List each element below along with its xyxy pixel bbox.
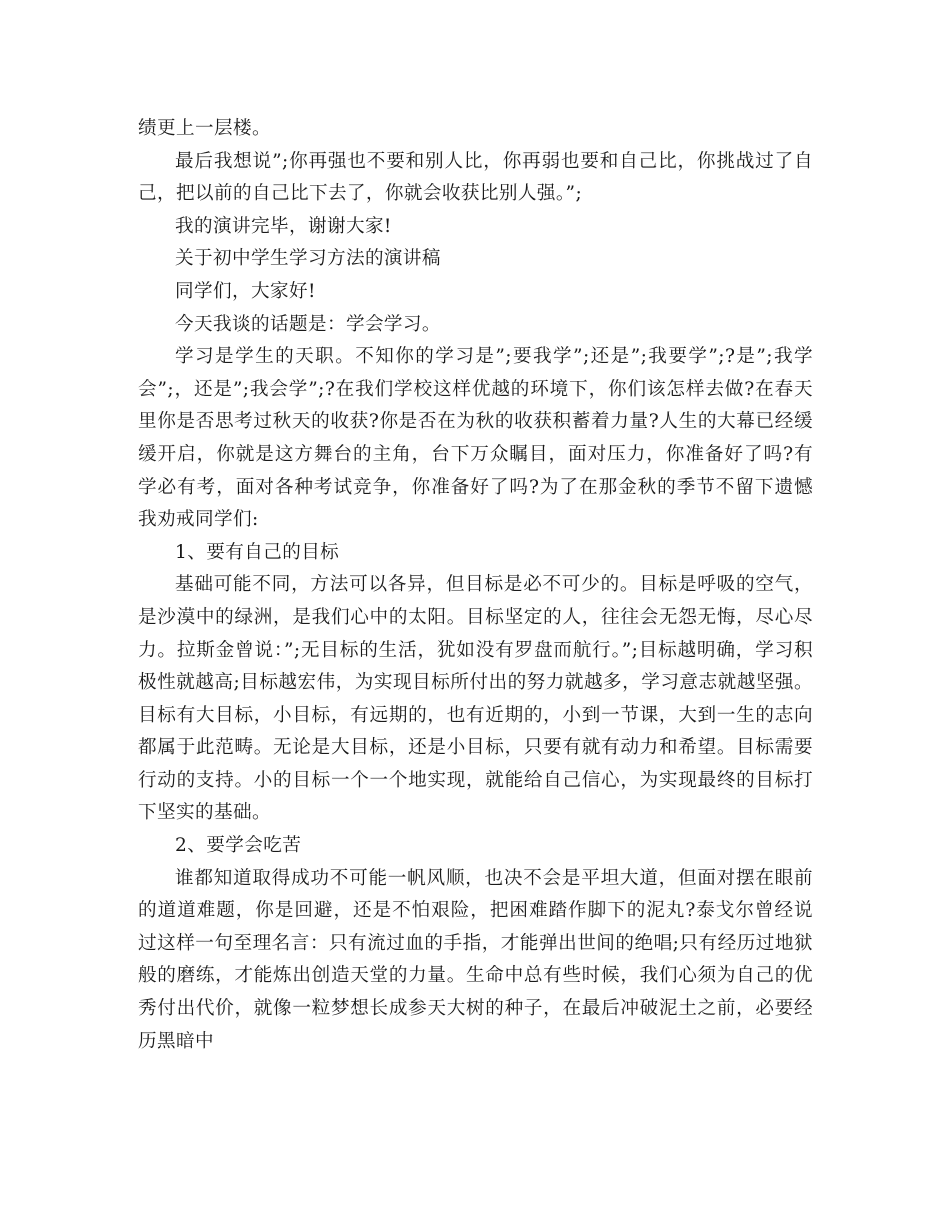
paragraph: 同学们，大家好! — [175, 280, 316, 302]
subheading: 1、要有自己的目标 — [175, 541, 340, 563]
subheading: 2、要学会吃苦 — [175, 835, 302, 857]
paragraph: 学习是学生的天职。不知你的学习是”;要我学”;还是”;我要学”;?是”;我学会”;，还是”;我会学”;?在我们学校这样优越的环境下，你们该怎样去做?在春天里你是否思考过秋天的收获?你是否在为秋的收获积蓄着力量?人生的大幕已经缓缓开启，你就是这方舞台的主角，台下万众瞩目，面对压力，你准备好了吗?有学必有考，面对各种考试竞争，你准备好了吗?为了在那金秋的季节不留下遗憾我劝戒同学们: — [138, 346, 813, 531]
section-title: 关于初中学生学习方法的演讲稿 — [175, 248, 441, 270]
paragraph: 我的演讲完毕，谢谢大家! — [175, 215, 392, 237]
paragraph: 基础可能不同，方法可以各异，但目标是必不可少的。目标是呼吸的空气，是沙漠中的绿洲，是我们心中的太阳。目标坚定的人，往往会无怨无悔，尽心尽力。拉斯金曾说：”;无目标的生活，犹如没有罗盘而航行。”;目标越明确，学习积极性就越高;目标越宏伟，为实现目标所付出的努力就越多，学习意志就越坚强。目标有大目标，小目标，有远期的，也有近期的，小到一节课，大到一生的志向都属于此范畴。无论是大目标，还是小目标，只要有就有动力和希望。目标需要行动的支持。小的目标一个一个地实现，就能给自己信心，为实现最终的目标打下坚实的基础。 — [138, 574, 813, 824]
paragraph: 谁都知道取得成功不可能一帆风顺，也决不会是平坦大道，但面对摆在眼前的道道难题，你是回避，还是不怕艰险，把困难踏作脚下的泥丸?泰戈尔曾经说过这样一句至理名言：只有流过血的手指，才能弹出世间的绝唱;只有经历过地狱般的磨练，才能炼出创造天堂的力量。生命中总有些时候，我们心须为自己的优秀付出代价，就像一粒梦想长成参天大树的种子，在最后冲破泥土之前，必要经历黑暗中 — [138, 867, 813, 1052]
document-body — [138, 113, 813, 1058]
paragraph: 最后我想说”;你再强也不要和别人比，你再弱也要和自己比，你挑战过了自己，把以前的自己比下去了，你就会收获比别人强。”; — [138, 150, 813, 205]
paragraph: 绩更上一层楼。 — [138, 118, 271, 139]
paragraph: 今天我谈的话题是：学会学习。 — [175, 313, 441, 335]
